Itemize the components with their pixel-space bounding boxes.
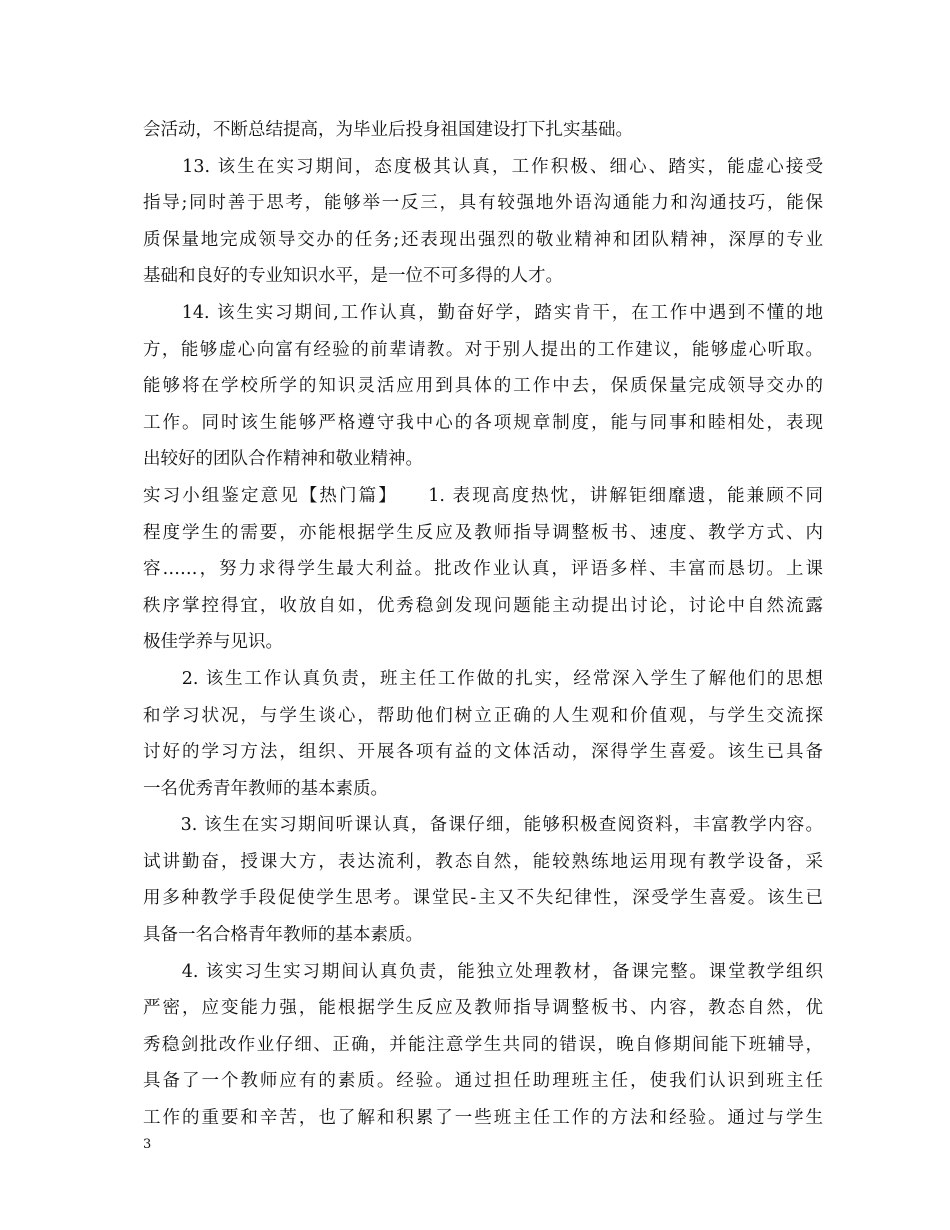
- text-line: 工作。同时该生能够严格遵守我中心的各项规章制度，能与同事和睦相处，表现: [143, 412, 823, 433]
- text-line: 指导;同时善于思考，能够举一反三，具有较强地外语沟通能力和沟通技巧，能保: [143, 193, 823, 214]
- text-line: 4. 该实习生实习期间认真负责，能独立处理教材，备课完整。课堂教学组织: [143, 961, 823, 982]
- text-line: 出较好的团队合作精神和敬业精神。: [143, 449, 423, 470]
- document-body: [143, 112, 823, 1137]
- text-line: 质保量地完成领导交办的任务;还表现出强烈的敬业精神和团队精神，深厚的专业: [143, 229, 823, 250]
- text-line: 基础和良好的专业知识水平，是一位不可多得的人才。: [143, 266, 563, 287]
- text-line: 方，能够虚心向富有经验的前辈请教。对于别人提出的工作建议，能够虚心听取。: [143, 339, 823, 360]
- text-line: 具备了一个教师应有的素质。经验。通过担任助理班主任，使我们认识到班主任: [143, 1071, 823, 1092]
- text-line: 容……，努力求得学生最大利益。批改作业认真，评语多样、丰富而恳切。上课: [143, 559, 823, 580]
- text-line: 2. 该生工作认真负责，班主任工作做的扎实，经常深入学生了解他们的思想: [143, 668, 823, 689]
- text-line: 13. 该生在实习期间，态度极其认真，工作积极、细心、踏实，能虚心接受: [143, 156, 823, 177]
- text-line: 讨好的学习方法，组织、开展各项有益的文体活动，深得学生喜爱。该生已具备: [143, 742, 823, 763]
- text-line: 14. 该生实习期间,工作认真，勤奋好学，踏实肯干，在工作中遇到不懂的地: [143, 302, 823, 323]
- text-line: 一名优秀青年教师的基本素质。: [143, 778, 388, 799]
- text-line: 具备一名合格青年教师的基本素质。: [143, 925, 423, 946]
- text-line: 试讲勤奋，授课大方，表达流利，教态自然，能较熟练地运用现有教学设备，采: [143, 851, 823, 872]
- text-line: 用多种教学手段促使学生思考。课堂民-主又不失纪律性，深受学生喜爱。该生已: [143, 888, 823, 909]
- text-line: 极佳学养与见识。: [143, 632, 283, 653]
- text-line: 实习小组鉴定意见【热门篇】 1. 表现高度热忱，讲解钜细靡遗，能兼顾不同: [143, 485, 823, 506]
- text-line: 程度学生的需要，亦能根据学生反应及教师指导调整板书、速度、教学方式、内: [143, 522, 823, 543]
- text-line: 能够将在学校所学的知识灵活应用到具体的工作中去，保质保量完成领导交办的: [143, 376, 823, 397]
- text-line: 会活动，不断总结提高，为毕业后投身祖国建设打下扎实基础。: [143, 120, 633, 140]
- text-line: 和学习状况，与学生谈心，帮助他们树立正确的人生观和价值观，与学生交流探: [143, 705, 823, 726]
- page-number: 3: [143, 1137, 152, 1152]
- text-line: 3. 该生在实习期间听课认真，备课仔细，能够积极查阅资料，丰富教学内容。: [143, 815, 823, 836]
- text-line: 工作的重要和辛苦，也了解和积累了一些班主任工作的方法和经验。通过与学生: [143, 1108, 823, 1129]
- text-line: 严密，应变能力强，能根据学生反应及教师指导调整板书、内容，教态自然，优: [143, 998, 823, 1019]
- text-line: 秩序掌控得宜，收放自如，优秀稳剑发现问题能主动提出讨论，讨论中自然流露: [143, 595, 823, 616]
- text-line: 秀稳剑批改作业仔细、正确，并能注意学生共同的错误，晚自修期间能下班辅导，: [143, 1034, 823, 1055]
